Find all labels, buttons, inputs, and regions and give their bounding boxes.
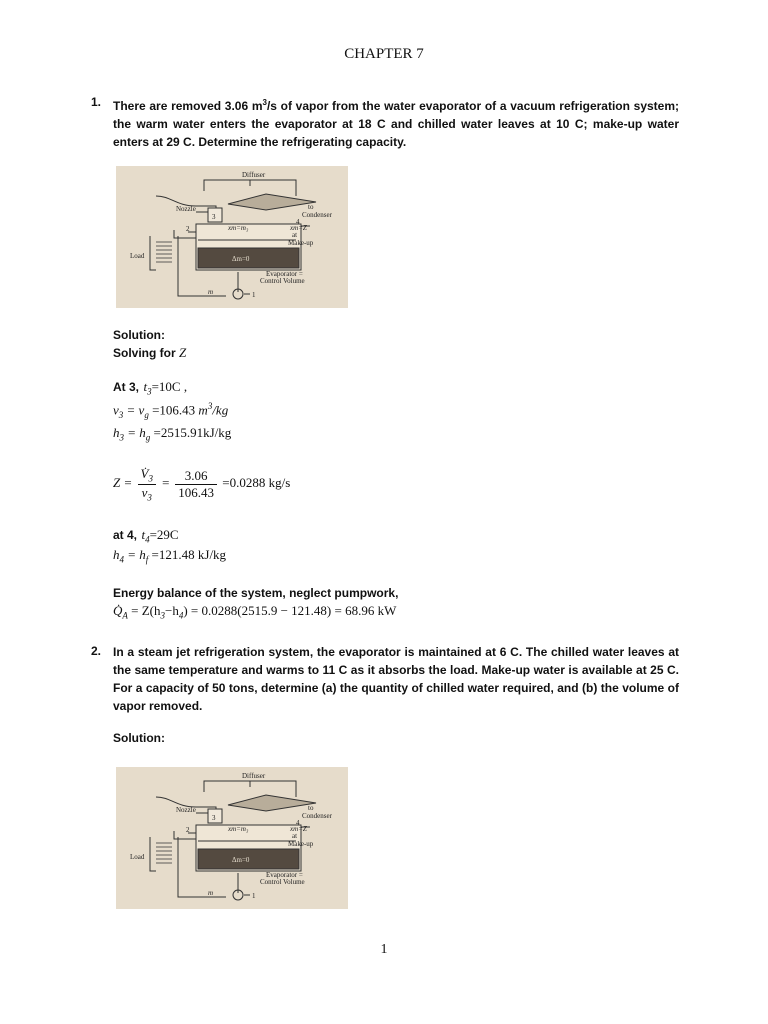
fig-label-diffuser: Diffuser [242,171,266,179]
fig-label-to: to [308,804,314,812]
fig-label-nozzle: Nozzle [176,806,196,814]
problem-2-number: 2. [91,644,102,658]
evaporator-diagram-1 [116,166,348,308]
fig-label-1: 1 [252,291,256,299]
fig-label-condenser: Condenser [302,812,332,820]
problem-2-text: In a steam jet refrigeration system, the evaporator is maintained at 6 C. The chilled water leaves at the same temperature and warms to 11 C as it absorbs the load. Make-up water is available at 25 C. For a capacity of 50 tons, determine (a) the quantity of chilled water required, and (b) the volume of vapor removed. [113,645,679,713]
fig-label-to: to [308,203,314,211]
fig-label-at: at [292,231,298,239]
fig-label-makeup: Make-up [288,239,314,247]
problem-1-number: 1. [91,95,102,109]
fig-label-xm-m3: xm=m₃ [228,224,249,232]
h3-equation: $h_3 = h_g =2515.91kJ/kg$ [113,425,232,443]
solving-for-line: Solving for Z [113,345,187,360]
qa-equation: $Q̇_A = Z(h_3-h_4) = 0.0288(2515.9 - 121.48) = 68.96$ kW [113,603,397,621]
fig-label-evaporator: Evaporator = [266,270,303,278]
fig-label-2: 2 [186,225,190,233]
fig-label-delta-m: Δm=0 [232,856,250,864]
fig-label-control-volume: Control Volume [260,878,305,886]
fig-label-m: m [208,288,214,296]
fig-label-load: Load [130,853,145,861]
fig-label-delta-m: Δm=0 [232,255,250,263]
fig-label-condenser: Condenser [302,211,332,219]
chapter-title: CHAPTER 7 [344,46,424,62]
fig-label-4: 4 [296,218,300,226]
fig-label-xm-z: xm=Z [290,825,307,833]
h4-equation: $h_4 = h_f =121.48$ kJ/kg [113,547,227,565]
energy-balance-label: Energy balance of the system, neglect pumpwork, [113,586,399,600]
fig-label-at: at [292,832,298,840]
solution-label-1: Solution: [113,328,165,342]
fig-label-xm-z: xm=Z [290,224,307,232]
fig-label-1: 1 [252,892,256,900]
at4-line: at 4, $t_4=29C$ [113,527,179,545]
fig-label-control-volume: Control Volume [260,277,305,285]
page-number: 1 [380,942,388,957]
fig-label-3: 3 [212,814,216,822]
fig-label-nozzle: Nozzle [176,205,196,213]
at3-line: At 3, $t_3=10C$ , [113,379,188,397]
fig-label-makeup: Make-up [288,840,314,848]
evaporator-diagram-2 [116,767,348,909]
evaporator-diagram-svg [116,166,348,308]
fig-label-3: 3 [212,213,216,221]
problem-1-text: There are removed 3.06 $m^3/s$ of vapor from the water evaporator of a vacuum refrigeration system; the warm water enters the evaporator at 18 C and chilled water leaves at 10 C; make-up water enters at 29 C. Determine the refrigerating capacity. [113,98,679,149]
z-equation: Z = $\frac{V̇_3}{v_3}$ = $\frac{3.06}{106.43}$ =0.0288 kg/s [113,466,291,503]
evaporator-diagram-svg [116,767,348,909]
fig-label-4: 4 [296,819,300,827]
v3-equation: $v_3 = v_g =106.43$ $m^3/kg$ [113,401,229,420]
fig-label-diffuser: Diffuser [242,772,266,780]
solution-label-2: Solution: [113,731,165,745]
fig-label-load: Load [130,252,145,260]
fig-label-m: m [208,889,214,897]
fig-label-2: 2 [186,826,190,834]
fig-label-evaporator: Evaporator = [266,871,303,879]
fig-label-xm-m3: xm=m₃ [228,825,249,833]
